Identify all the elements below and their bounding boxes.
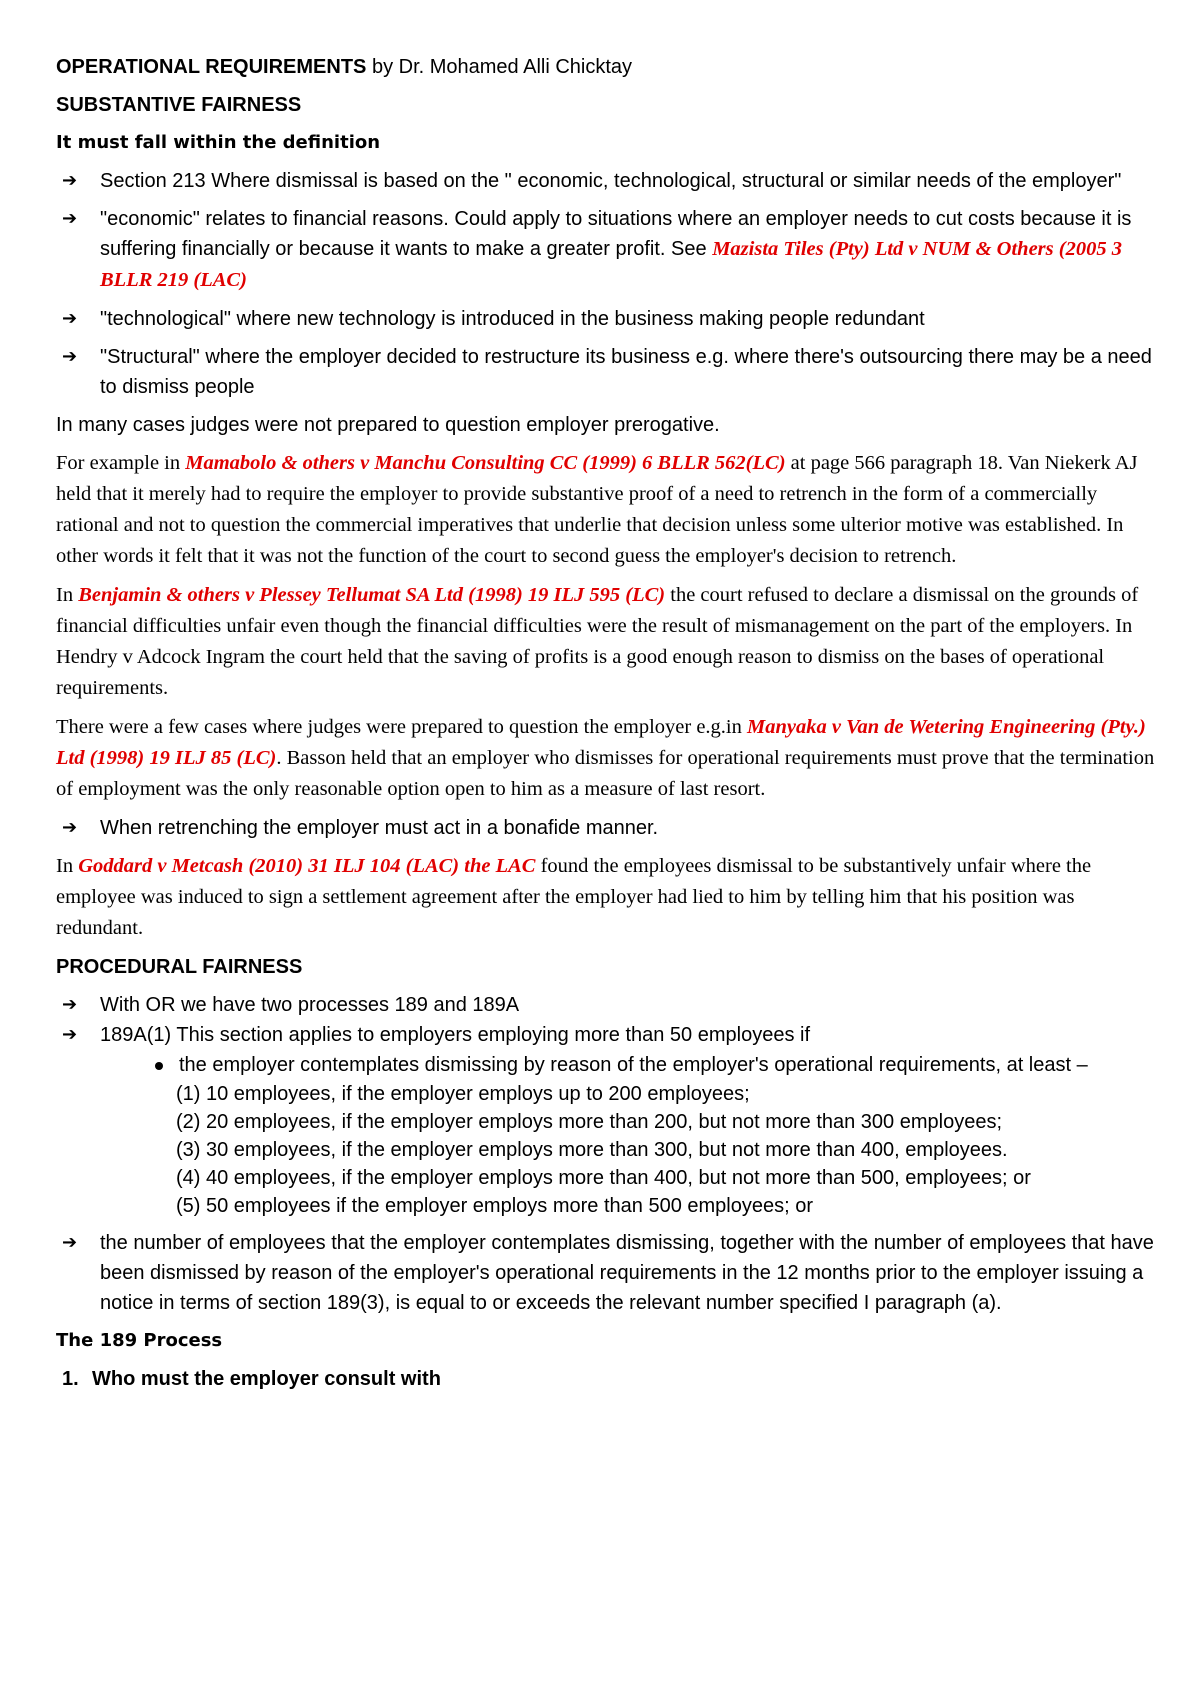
case-citation: Goddard v Metcash (2010) 31 ILJ 104 (LAC) the LAC <box>78 855 536 877</box>
threshold-sub-list <box>56 1050 1156 1080</box>
list-item-text: Section 213 Where dismissal is based on the " economic, technological, structural or similar needs of the employer" <box>100 170 1122 192</box>
definition-list <box>56 166 1156 402</box>
procedural-list-continued <box>56 1228 1156 1318</box>
paragraph-text: There were a few cases where judges were prepared to question the employer e.g.in <box>56 716 748 738</box>
goddard-paragraph <box>56 851 1156 944</box>
arrow-bullet-icon: ➔ <box>62 208 78 229</box>
arrow-bullet-icon: ➔ <box>62 1024 78 1045</box>
list-item-text: 189A(1) This section applies to employers employing more than 50 employees if <box>100 1024 810 1046</box>
prerogative-paragraph: In many cases judges were not prepared to question employer prerogative. <box>56 414 720 436</box>
document-title <box>56 52 1156 82</box>
bonafide-list <box>56 813 1156 843</box>
bullet-dot-icon <box>155 1062 163 1070</box>
list-item-text: "technological" where new technology is introduced in the business making people redundant <box>100 308 925 330</box>
list-item <box>56 1364 1156 1394</box>
process-189-heading: The 189 Process <box>56 1330 223 1351</box>
list-item <box>56 304 1156 334</box>
list-item <box>56 204 1156 296</box>
arrow-bullet-icon: ➔ <box>62 994 78 1015</box>
paragraph-text: In <box>56 584 79 606</box>
substantive-fairness-heading: SUBSTANTIVE FAIRNESS <box>56 94 302 116</box>
list-item: (5) 50 employees if the employer employs more than 500 employees; or <box>176 1195 813 1217</box>
list-item-text: Who must the employer consult with <box>92 1368 441 1390</box>
list-item: (1) 10 employees, if the employer employs up to 200 employees; <box>176 1083 750 1105</box>
list-item-text: "economic" relates to financial reasons. Could apply to situations where an employer needs to cut costs because it is suffering financially or because it wants to make a greater profit. See <box>100 208 1132 260</box>
arrow-bullet-icon: ➔ <box>62 1232 78 1253</box>
arrow-bullet-icon: ➔ <box>62 346 78 367</box>
list-item <box>56 990 1156 1020</box>
document-page <box>56 52 1156 1394</box>
list-item-text: When retrenching the employer must act in a bonafide manner. <box>100 817 659 839</box>
paragraph-text: . Basson held that an employer who dismisses for operational requirements must prove that the termination of employment was the only reasonable option open to him as a measure of last resort. <box>56 747 1155 800</box>
threshold-numbered-list <box>56 1080 1156 1220</box>
list-item-text: With OR we have two processes 189 and 189A <box>100 994 520 1016</box>
title-main: OPERATIONAL REQUIREMENTS <box>56 56 367 78</box>
paragraph-text: For example in <box>56 452 186 474</box>
definition-subheading: It must fall within the definition <box>56 132 381 153</box>
title-byline: by Dr. Mohamed Alli Chicktay <box>371 56 633 78</box>
case-citation: Benjamin & others v Plessey Tellumat SA Ltd (1998) 19 ILJ 595 (LC) <box>78 584 666 606</box>
benjamin-paragraph <box>56 580 1156 704</box>
manyaka-paragraph <box>56 712 1156 805</box>
paragraph-text: found the employees dismissal to be substantively unfair where the employee was induced to sign a settlement agreement after the employer had lied to him by telling him that his position was redundant. <box>56 855 1092 939</box>
list-item: (3) 30 employees, if the employer employs more than 300, but not more than 400, employees. <box>176 1139 1008 1161</box>
paragraph-text: In <box>56 855 79 877</box>
list-number: 1. <box>62 1368 79 1390</box>
list-item <box>151 1050 1156 1080</box>
list-item <box>56 813 1156 843</box>
case-citation: Manyaka v Van de Wetering Engineering (Pty.) Ltd (1998) 19 ILJ 85 (LC) <box>56 716 1146 769</box>
list-item: (4) 40 employees, if the employer employs more than 400, but not more than 500, employees; or <box>176 1167 1031 1189</box>
case-citation: Mazista Tiles (Pty) Ltd v NUM & Others (2005 3 BLLR 219 (LAC) <box>100 238 1122 291</box>
procedural-fairness-heading: PROCEDURAL FAIRNESS <box>56 956 303 978</box>
paragraph-text: at page 566 paragraph 18. Van Niekerk AJ held that it merely had to require the employer to provide substantive proof of a need to retrench in the form of a commercially rational and not to question the commercial imperatives that underlie that decision unless some ulterior motive was established. In other words it felt that it was not the function of the court to second guess the employer's decision to retrench. <box>56 452 1138 567</box>
arrow-bullet-icon: ➔ <box>62 170 78 191</box>
list-item <box>56 1020 1156 1050</box>
list-item-text: the number of employees that the employer contemplates dismissing, together with the number of employees that have been dismissed by reason of the employer's operational requirements in the 12 months prior to the employer issuing a notice in terms of section 189(3), is equal to or exceeds the relevant number specified I paragraph (a). <box>100 1232 1154 1314</box>
list-item: (2) 20 employees, if the employer employs more than 200, but not more than 300 employees; <box>176 1111 1003 1133</box>
list-item <box>56 342 1156 402</box>
case-citation: Mamabolo & others v Manchu Consulting CC (1999) 6 BLLR 562(LC) <box>185 452 786 474</box>
list-item-text: "Structural" where the employer decided to restructure its business e.g. where there's outsourcing there may be a need to dismiss people <box>100 346 1152 398</box>
arrow-bullet-icon: ➔ <box>62 308 78 329</box>
mamabolo-paragraph <box>56 448 1156 572</box>
list-item <box>56 166 1156 196</box>
paragraph-text: the court refused to declare a dismissal on the grounds of financial difficulties unfair even though the financial difficulties were the result of mismanagement on the part of the employers. In Hendry v Adcock Ingram the court held that the saving of profits is a good enough reason to dismiss on the bases of operational requirements. <box>56 584 1139 699</box>
procedural-list <box>56 990 1156 1050</box>
arrow-bullet-icon: ➔ <box>62 817 78 838</box>
list-item <box>56 1228 1156 1318</box>
list-item-text: the employer contemplates dismissing by reason of the employer's operational requirements, at least – <box>179 1054 1088 1076</box>
